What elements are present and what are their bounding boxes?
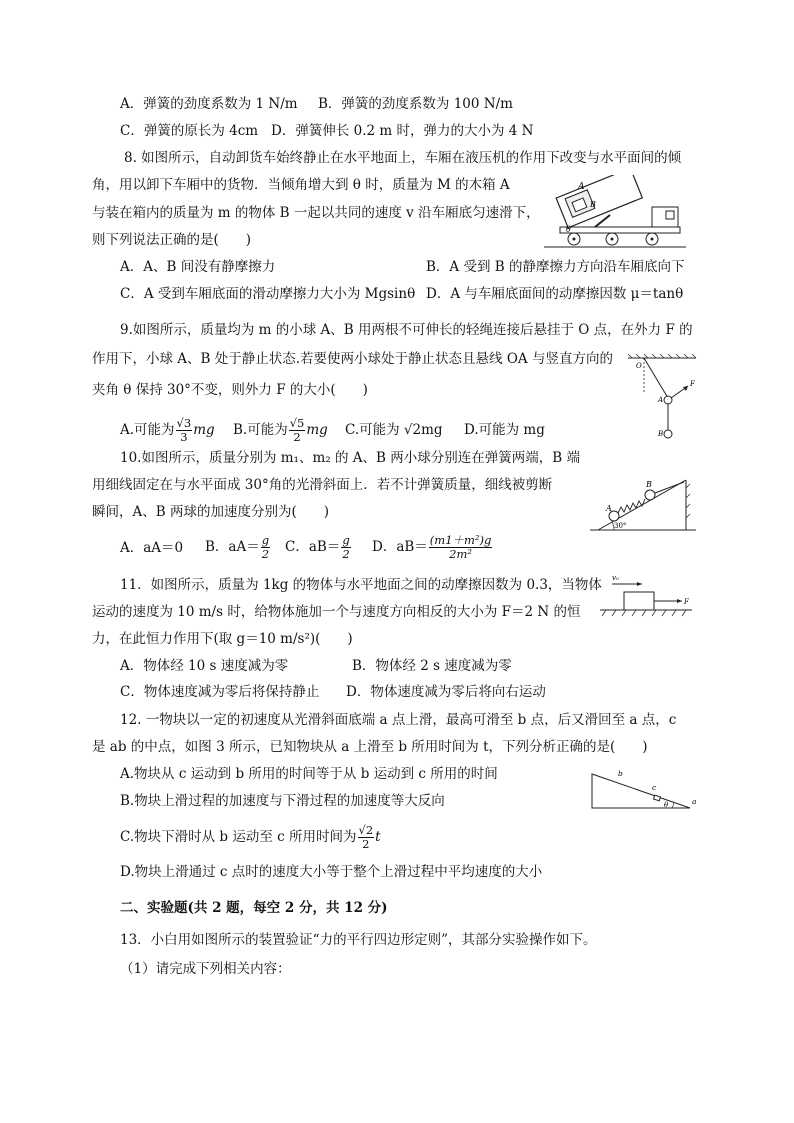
q12-stem-line2: 是 ab 的中点，如图 3 所示，已知物块从 a 上滑至 b 所用时间为 t，下列分析正确的是( ) [92, 739, 648, 755]
q12-incline-figure [588, 766, 704, 812]
q12-option-b: B.物块上滑过程的加速度与下滑过程的加速度等大反向 [120, 793, 445, 809]
q11-stem-line2: 运动的速度为 10 m/s 时，给物体施加一个与速度方向相反的大小为 F＝2 N 的恒 [92, 604, 581, 620]
q9-option-a: A.可能为 $\frac{√3}{3}$ mg [120, 416, 215, 444]
q12-option-d: D.物块上滑通过 c 点时的速度大小等于整个上滑过程中平均速度的大小 [120, 864, 543, 880]
q13-stem-line1: 13．小白用如图所示的装置验证“力的平行四边形定则”，其部分实验操作如下。 [120, 932, 597, 948]
q12-stem-line1: 12. 一物块以一定的初速度从光滑斜面底端 a 点上滑，最高可滑至 b 点，后又滑回至 a 点，c [120, 712, 677, 728]
q9-stem-line3: 夹角 θ 保持 30°不变，则外力 F 的大小( ) [92, 382, 368, 398]
q10-option-d: D．aB＝ $\frac{\text{(m1＋m²)g}}{\text{2m²}}$ [372, 533, 492, 561]
q8-dump-truck-figure [540, 175, 690, 255]
section-heading-experiments: 二、实验题(共 2 题，每空 2 分，共 12 分) [120, 900, 388, 916]
q10-stem-line3: 瞬间，A、B 两球的加速度分别为( ) [92, 504, 329, 520]
q8-option-c: C．A 受到车厢底面的滑动摩擦力大小为 Mgsinθ [120, 286, 416, 302]
q10-incline-spring-figure [588, 470, 700, 536]
q7-option-a: A．弹簧的劲度系数为 1 N/m [120, 96, 298, 112]
q10-option-b: B．aA＝ $\frac{g}{2}$ [205, 533, 270, 561]
q11-block-figure [598, 572, 694, 622]
q8-option-d: D．A 与车厢底面间的动摩擦因数 μ＝tanθ [426, 286, 684, 302]
q12-label-theta: θ [664, 801, 669, 809]
q7-option-d: D．弹簧伸长 0.2 m 时，弹力的大小为 4 N [271, 123, 534, 139]
q7-option-c: C．弹簧的原长为 4cm [120, 123, 259, 139]
q8-stem-line2: 角，用以卸下车厢中的货物．当倾角增大到 θ 时，质量为 M 的木箱 A [92, 177, 510, 193]
q11-option-c: C．物体速度减为零后将保持静止 [120, 684, 320, 700]
q12-option-a: A.物块从 c 运动到 b 所用的时间等于从 b 运动到 c 所用的时间 [120, 766, 498, 782]
q9-label-f: F [690, 380, 695, 388]
q11-label-f: F [684, 598, 689, 606]
q11-stem-line3: 力，在此恒力作用下(取 g＝10 m/s²)( ) [92, 631, 353, 647]
q8-stem-line3: 与装在箱内的质量为 m 的物体 B 一起以共同的速度 v 沿车厢底匀速滑下， [92, 205, 540, 221]
q10-label-a: A [606, 504, 612, 513]
q13-stem-line2: （1）请完成下列相关内容： [120, 961, 291, 977]
q8-option-a: A．A、B 间没有静摩擦力 [120, 259, 276, 275]
q11-option-a: A．物体经 10 s 速度减为零 [120, 658, 289, 674]
q12-label-c: c [652, 783, 657, 792]
q10-stem-line1: 10.如图所示，质量分别为 m₁、m₂ 的 A、B 两小球分别连在弹簧两端，B 端 [120, 450, 580, 466]
q10-label-angle: 30° [614, 522, 627, 530]
q12-label-a: a [692, 797, 697, 806]
q10-option-a: A．aA＝0 [120, 540, 184, 556]
q8-stem-line1: 8. 如图所示，自动卸货车始终静止在水平地面上，车厢在液压机的作用下改变与水平面间的倾 [124, 150, 682, 166]
q8-label-a: A [578, 182, 585, 192]
q9-stem-line2: 作用下，小球 A、B 处于静止状态.若要使两小球处于静止状态且悬线 OA 与竖直方向的 [92, 351, 613, 367]
q9-stem-line1: 9.如图所示，质量均为 m 的小球 A、B 用两根不可伸长的轻绳连接后悬挂于 O 点，在外力 F 的 [120, 322, 693, 338]
q8-stem-line4: 则下列说法正确的是( ) [92, 232, 252, 248]
q11-option-b: B．物体经 2 s 速度减为零 [352, 658, 512, 674]
q12-label-b: b [618, 769, 623, 778]
q11-option-d: D．物体速度减为零后将向右运动 [346, 684, 546, 700]
q11-stem-line1: 11．如图所示，质量为 1kg 的物体与水平地面之间的动摩擦因数为 0.3，当物体 [120, 577, 602, 593]
q8-label-b: B [590, 200, 596, 209]
q9-option-c: C.可能为 √2mg [345, 422, 443, 438]
q9-option-b: B.可能为 $\frac{√5}{2}$ mg [233, 416, 328, 444]
q7-option-b: B．弹簧的劲度系数为 100 N/m [318, 96, 513, 112]
q9-label-b: B [658, 430, 664, 438]
q12-option-c: C.物块下滑时从 b 运动至 c 所用时间为 $\frac{√2}{2}$ t [120, 823, 381, 851]
q9-label-o: O [636, 362, 642, 370]
q8-option-b: B．A 受到 B 的静摩擦力方向沿车厢底向下 [426, 259, 685, 275]
q9-hanging-balls-figure [624, 352, 700, 444]
q10-label-b: B [646, 480, 652, 489]
q8-label-theta: θ [566, 225, 571, 234]
q9-option-d: D.可能为 mg [464, 422, 545, 438]
q11-label-v0: v₀ [612, 574, 619, 582]
q10-option-c: C．aB＝ $\frac{g}{2}$ [285, 533, 350, 561]
q9-label-a: A [658, 396, 664, 404]
q10-stem-line2: 用细线固定在与水平面成 30°角的光滑斜面上．若不计弹簧质量，细线被剪断 [92, 477, 553, 493]
